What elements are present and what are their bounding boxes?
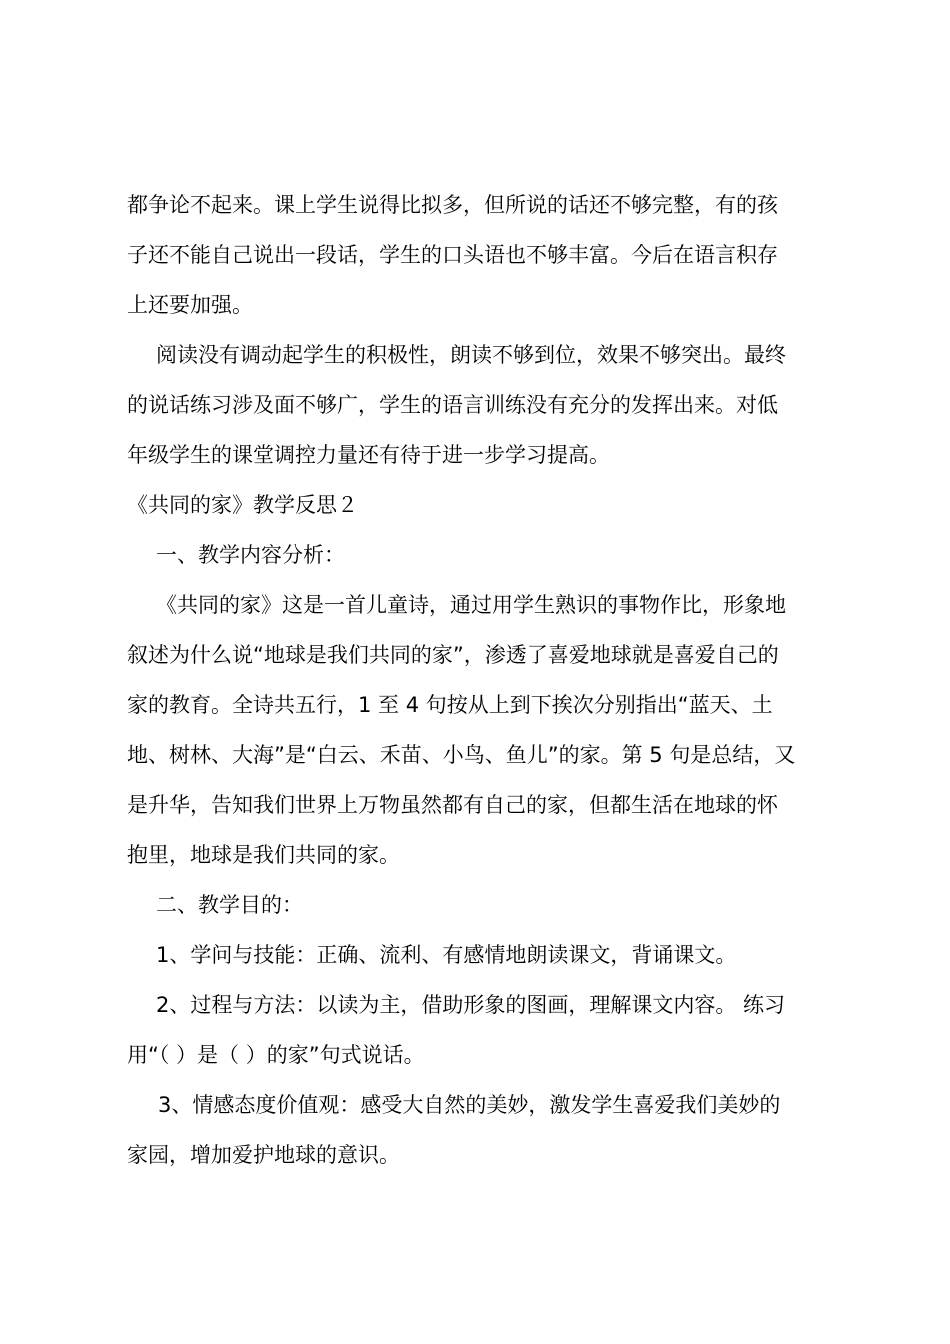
text-line: 《共同的家》这是一首儿童诗，通过用学生熟识的事物作比，形象地 xyxy=(156,593,786,617)
text-line: 是升华，告知我们世界上万物虽然都有自己的家，但都生活在地球的怀 xyxy=(127,793,778,817)
text-line: 都争论不起来。课上学生说得比拟多，但所说的话还不够完整，有的孩 xyxy=(127,193,778,217)
text-line: 上还要加强。 xyxy=(127,293,253,317)
text-line: 年级学生的课堂调控力量还有待于进一步学习提高。 xyxy=(127,443,610,467)
text-line: 家的教育。全诗共五行，1 至 4 句按从上到下挨次分别指出“蓝天、土 xyxy=(127,693,773,717)
text-line: 地、树林、大海”是“白云、禾苗、小鸟、鱼儿”的家。第 5 句是总结，又 xyxy=(127,743,796,767)
text-line: 叙述为什么说“地球是我们共同的家”，渗透了喜爱地球就是喜爱自己的 xyxy=(127,643,779,667)
heading-content-analysis xyxy=(127,530,832,580)
heading-teaching-goals xyxy=(127,880,832,930)
text-line: 子还不能自己说出一段话，学生的口头语也不够丰富。今后在语言积存 xyxy=(127,243,778,267)
text-line: 《共同的家》教学反思２ xyxy=(127,493,358,517)
text-line: 家园，增加爱护地球的意识。 xyxy=(127,1143,400,1167)
paragraph-reading-issues xyxy=(127,330,832,480)
text-line: 3、情感态度价值观：感受大自然的美妙，激发学生喜爱我们美妙的 xyxy=(158,1093,781,1117)
text-line: 1、学问与技能：正确、流利、有感情地朗读课文，背诵课文。 xyxy=(156,943,737,967)
paragraph-reflection-continued xyxy=(127,180,832,330)
paragraph-content-analysis xyxy=(127,580,832,880)
goal-item-3 xyxy=(127,1080,832,1180)
text-line: 2、过程与方法：以读为主，借助形象的图画，理解课文内容。 练习 xyxy=(156,993,786,1017)
goal-item-1 xyxy=(127,930,832,980)
text-line: 一、教学内容分析： xyxy=(156,543,345,567)
goal-item-2 xyxy=(127,980,832,1080)
section-title xyxy=(127,480,832,530)
text-line: 的说话练习涉及面不够广，学生的语言训练没有充分的发挥出来。对低 xyxy=(127,393,778,417)
text-line: 用“（ ）是（ ）的家”句式说话。 xyxy=(127,1043,425,1067)
text-line: 阅读没有调动起学生的积极性，朗读不够到位，效果不够突出。最终 xyxy=(156,343,786,367)
text-line: 二、教学目的： xyxy=(156,893,303,917)
text-line: 抱里，地球是我们共同的家。 xyxy=(127,843,400,867)
